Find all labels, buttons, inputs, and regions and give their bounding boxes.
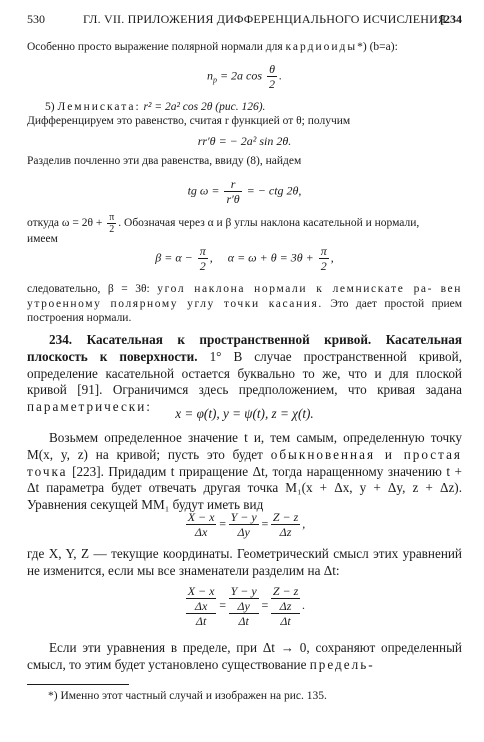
beta-formula: β = α − $\frac{\pi}{2}$ , α = ω + θ = 3θ + $\frac{\pi}{2}$ , <box>155 244 334 273</box>
footnote: *) Именно этот частный случай и изображен на рис. 135. <box>48 690 327 702</box>
section-marker: [234 <box>440 12 462 26</box>
section-234-paragraph-2: Возьмем определенное значение t и, тем самым, определенную точку M(x, y, z) на кривой; пусть это будет обыкновенная и простая точка [223]. Придадим t приращение Δt, тогда наращенному значению t + Δt параметра будет отвечать другая точка M₁(x + Δx, y + Δy, z + Δz). Уравнения секущей MM₁ будут иметь вид <box>27 430 462 513</box>
lemniscate-label: 5) Лемниската: r² = 2a² cos 2θ (рис. 126). <box>45 101 266 113</box>
derivative-formula: rr′θ = − 2a² sin 2θ. <box>197 134 292 148</box>
section-234-paragraph-3: где X, Y, Z — текущие координаты. Геометрический смысл этих уравнений не изменится, если мы все знаменатели разделим на Δt: <box>27 546 462 578</box>
tangent-formula: tg ω = $\frac{r}{r'\theta}$ = − ctg 2θ, <box>187 177 302 206</box>
section-234-paragraph-4: Если эти уравнения в пределе, при Δt → 0, сохраняют определенный смысл, то этим будет установлено существование предель- <box>27 640 462 672</box>
whence-text: откуда ω = 2θ + $\frac{\pi}{2}$ . Обозначая через α и β углы наклона касательной и нормали, <box>27 212 420 235</box>
running-header <box>27 12 462 28</box>
limit-equations: X − x Δx Δt = Y − y Δy Δt = Z − z Δz Δt . <box>187 584 306 628</box>
secant-equations: $\frac{X - x}{\Delta x}$ = $\frac{Y - y}{\Delta y}$ = $\frac{Z - z}{\Delta z}$ , <box>187 510 306 539</box>
cardioid-intro: Особенно просто выражение полярной нормали для кардиоиды*) (b=a): <box>27 41 398 53</box>
differentiate-text: Дифференцируем это равенство, считая r функцией от θ; получим <box>27 115 351 127</box>
lemniscate-conclusion: следовательно, β = 3θ: угол наклона нормали к лемнискате ра- вен утроенному полярному углу точки касания. Это дает простой прием построения нормали. <box>27 283 463 324</box>
cardioid-formula: $n_p = 2a$ cos $\frac{\theta}{2}$ . <box>206 62 283 91</box>
section-234-paragraph-1: 234. Касательная к пространственной кривой. Касательная плоскость к поверхности. 1° В случае пространственной кривой, определение касательной остается буквально то же, что и для плоской кривой [91]. Ограничимся здесь предположением, что кривая задана параметрически: <box>27 332 463 415</box>
footnote-rule <box>27 684 129 685</box>
have-text: имеем <box>27 233 58 245</box>
divide-text: Разделив почленно эти два равенства, ввиду (8), найдем <box>27 155 302 167</box>
parametric-equations: x = φ(t), y = ψ(t), z = χ(t). <box>175 406 314 421</box>
running-title: ГЛ. VII. ПРИЛОЖЕНИЯ ДИФФЕРЕНЦИАЛЬНОГО ИСЧИСЛЕНИЯ <box>83 12 447 26</box>
page-number: 530 <box>27 12 45 26</box>
section-heading: 234. Касательная к пространственной кривой. Касательная плоскость к поверхности. <box>27 332 462 364</box>
